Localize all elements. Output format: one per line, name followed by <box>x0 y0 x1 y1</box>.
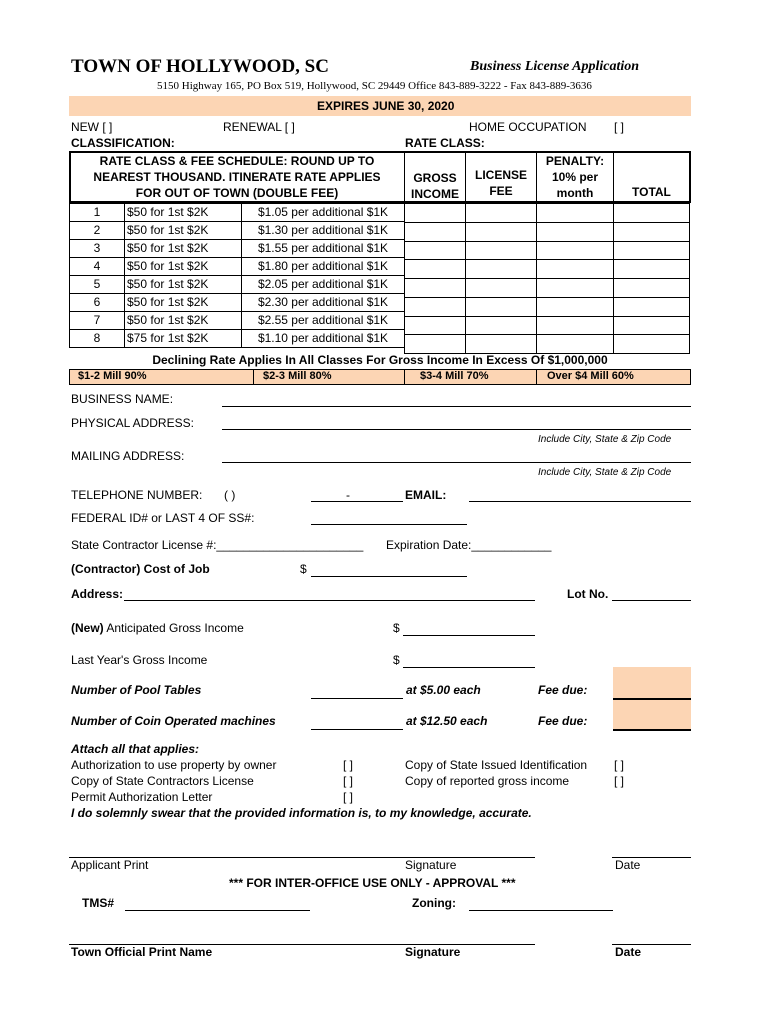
pool-fee-due-label: Fee due: <box>538 683 588 697</box>
cost-of-job-input[interactable] <box>311 576 467 577</box>
federal-id-input[interactable] <box>311 524 467 525</box>
renewal-checkbox[interactable]: RENEWAL [ ] <box>223 120 295 134</box>
tier-2: $2-3 Mill 80% <box>263 370 332 382</box>
tier-1: $1-2 Mill 90% <box>78 370 147 382</box>
town-title: TOWN OF HOLLYWOOD, SC <box>71 56 329 77</box>
email-label: EMAIL: <box>405 488 447 502</box>
applicant-signature-label: Signature <box>405 858 457 872</box>
penalty-header: PENALTY: 10% per month <box>545 154 605 200</box>
rate-class-number: 8 <box>70 330 125 348</box>
applicant-print-label: Applicant Print <box>71 858 149 872</box>
rate-class-base-fee: $50 for 1st $2K <box>125 276 242 294</box>
rate-class-table <box>69 203 405 348</box>
gross-income-header: GROSS INCOME <box>411 171 459 201</box>
anticipated-dollar: $ <box>393 621 400 635</box>
home-occupation-checkbox[interactable]: [ ] <box>614 120 625 134</box>
tms-input[interactable] <box>125 910 310 911</box>
rate-class-number: 5 <box>70 276 125 294</box>
lot-no-label: Lot No. <box>567 587 609 601</box>
state-id-checkbox[interactable]: [ ] <box>614 758 625 772</box>
business-name-label: BUSINESS NAME: <box>71 392 174 406</box>
rate-class-number: 7 <box>70 312 125 330</box>
pool-tables-label: Number of Pool Tables <box>71 683 202 697</box>
pool-tables-input[interactable] <box>311 698 403 699</box>
office-use-banner: *** FOR INTER-OFFICE USE ONLY - APPROVAL *** <box>229 876 516 890</box>
address-label: Address: <box>71 587 124 601</box>
rate-class-base-fee: $50 for 1st $2K <box>125 222 242 240</box>
business-name-input[interactable] <box>222 406 691 407</box>
attach-title: Attach all that applies: <box>71 742 200 756</box>
declining-rate-note: Declining Rate Applies In All Classes For Gross Income In Excess Of $1,000,000 <box>152 353 608 367</box>
rate-class-row <box>70 330 405 348</box>
attach-item-permit-letter: Permit Authorization Letter <box>71 790 213 804</box>
zoning-label: Zoning: <box>412 896 456 910</box>
tier-4: Over $4 Mill 60% <box>547 370 634 382</box>
rate-class-row <box>70 204 405 222</box>
last-year-income-input[interactable] <box>403 667 535 668</box>
cost-dollar-sign: $ <box>300 562 307 576</box>
rate-row-input-cells[interactable] <box>404 297 690 298</box>
rate-class-row <box>70 276 405 294</box>
include-city-hint-2: Include City, State & Zip Code <box>538 467 672 478</box>
rate-row-input-cells[interactable] <box>404 334 690 335</box>
rate-class-number: 6 <box>70 294 125 312</box>
rate-class-base-fee: $75 for 1st $2K <box>125 330 242 348</box>
rate-row-input-cells[interactable] <box>404 353 690 354</box>
rate-class-number: 2 <box>70 222 125 240</box>
address-input[interactable] <box>124 600 535 601</box>
rate-class-base-fee: $50 for 1st $2K <box>125 258 242 276</box>
new-checkbox[interactable]: NEW [ ] <box>71 120 113 134</box>
office-address-line: 5150 Highway 165, PO Box 519, Hollywood, SC 29449 Office 843-889-3222 - Fax 843-889-3636 <box>157 80 592 92</box>
rate-class-row <box>70 222 405 240</box>
attach-item-contractors-license: Copy of State Contractors License <box>71 774 254 788</box>
official-date-label: Date <box>615 945 642 959</box>
physical-address-label: PHYSICAL ADDRESS: <box>71 416 194 430</box>
coin-machines-input[interactable] <box>311 729 403 730</box>
rate-class-number: 3 <box>70 240 125 258</box>
phone-number-input[interactable] <box>311 501 403 502</box>
rate-row-input-cells[interactable] <box>404 278 690 279</box>
pool-rate: at $5.00 each <box>406 683 481 697</box>
coin-rate: at $12.50 each <box>406 714 488 728</box>
rate-class-base-fee: $50 for 1st $2K <box>125 204 242 222</box>
contractors-license-checkbox[interactable]: [ ] <box>343 774 354 788</box>
rate-class-additional-fee: $1.10 per additional $1K <box>242 330 405 348</box>
federal-id-label: FEDERAL ID# or LAST 4 OF SS#: <box>71 511 255 525</box>
rate-row-input-cells[interactable] <box>404 222 690 223</box>
home-occupation-label: HOME OCCUPATION <box>469 120 587 134</box>
lot-no-input[interactable] <box>612 600 691 601</box>
applicant-date-label: Date <box>615 858 641 872</box>
official-signature-label: Signature <box>405 945 461 959</box>
schedule-title: RATE CLASS & FEE SCHEDULE: ROUND UP TO NEAREST THOUSAND. ITINERATE RATE APPLIES FOR OUT OF TOWN (DOUBLE FEE) <box>93 154 381 200</box>
rate-class-additional-fee: $2.55 per additional $1K <box>242 312 405 330</box>
rate-row-input-cells[interactable] <box>404 241 690 242</box>
last-year-dollar: $ <box>393 653 400 667</box>
physical-address-input[interactable] <box>222 429 691 430</box>
rate-class-base-fee: $50 for 1st $2K <box>125 294 242 312</box>
coin-machines-label: Number of Coin Operated machines <box>71 714 276 728</box>
expiration-date[interactable]: Expiration Date:____________ <box>386 538 552 552</box>
rate-class-row <box>70 294 405 312</box>
attach-item-authorization: Authorization to use property by owner <box>71 758 277 772</box>
rate-class-additional-fee: $2.05 per additional $1K <box>242 276 405 294</box>
rate-class-base-fee: $50 for 1st $2K <box>125 240 242 258</box>
coin-fee-due-input[interactable] <box>613 729 691 731</box>
coin-fee-due-label: Fee due: <box>538 714 588 728</box>
total-header: TOTAL <box>632 185 671 199</box>
phone-area-code: ( ) <box>224 488 236 502</box>
form-title: Business License Application <box>470 59 640 74</box>
mailing-address-label: MAILING ADDRESS: <box>71 449 185 463</box>
rate-row-input-cells[interactable] <box>404 316 690 317</box>
anticipated-income-input[interactable] <box>403 635 535 636</box>
rate-class-additional-fee: $1.80 per additional $1K <box>242 258 405 276</box>
phone-dash: - <box>346 488 350 502</box>
official-print-label: Town Official Print Name <box>71 945 213 959</box>
rate-class-row <box>70 312 405 330</box>
rate-class-additional-fee: $1.55 per additional $1K <box>242 240 405 258</box>
rate-class-number: 4 <box>70 258 125 276</box>
include-city-hint-1: Include City, State & Zip Code <box>538 434 672 445</box>
email-input[interactable] <box>469 501 691 502</box>
classification-label: CLASSIFICATION: <box>71 136 175 150</box>
license-fee-header: LICENSE FEE <box>474 168 527 198</box>
cost-of-job-label: (Contractor) Cost of Job <box>71 562 210 576</box>
oath-statement: I do solemnly swear that the provided information is, to my knowledge, accurate. <box>71 806 532 820</box>
authorization-checkbox[interactable]: [ ] <box>343 758 354 772</box>
rate-class-additional-fee: $1.30 per additional $1K <box>242 222 405 240</box>
telephone-label: TELEPHONE NUMBER: <box>71 488 203 502</box>
rate-class-additional-fee: $1.05 per additional $1K <box>242 204 405 222</box>
attach-item-state-id: Copy of State Issued Identification <box>405 758 588 772</box>
rate-class-number: 1 <box>70 204 125 222</box>
rate-class-row <box>70 258 405 276</box>
last-year-income-label: Last Year's Gross Income <box>71 653 208 667</box>
rate-class-row <box>70 240 405 258</box>
mailing-address-input[interactable] <box>222 462 691 463</box>
rate-class-additional-fee: $2.30 per additional $1K <box>242 294 405 312</box>
pool-fee-due-input[interactable] <box>613 698 691 700</box>
rate-class-label: RATE CLASS: <box>405 136 485 150</box>
anticipated-income-label: (New) Anticipated Gross Income <box>71 621 244 635</box>
gross-income-checkbox[interactable]: [ ] <box>614 774 625 788</box>
permit-letter-checkbox[interactable]: [ ] <box>343 790 354 804</box>
tms-label: TMS# <box>82 896 115 910</box>
state-contractor-license[interactable]: State Contractor License #:______________________ <box>71 538 364 552</box>
zoning-input[interactable] <box>469 910 613 911</box>
attach-item-gross-income: Copy of reported gross income <box>405 774 570 788</box>
rate-row-input-cells[interactable] <box>404 259 690 260</box>
rate-class-base-fee: $50 for 1st $2K <box>125 312 242 330</box>
expires-text: EXPIRES JUNE 30, 2020 <box>317 99 455 113</box>
tier-3: $3-4 Mill 70% <box>420 370 489 382</box>
